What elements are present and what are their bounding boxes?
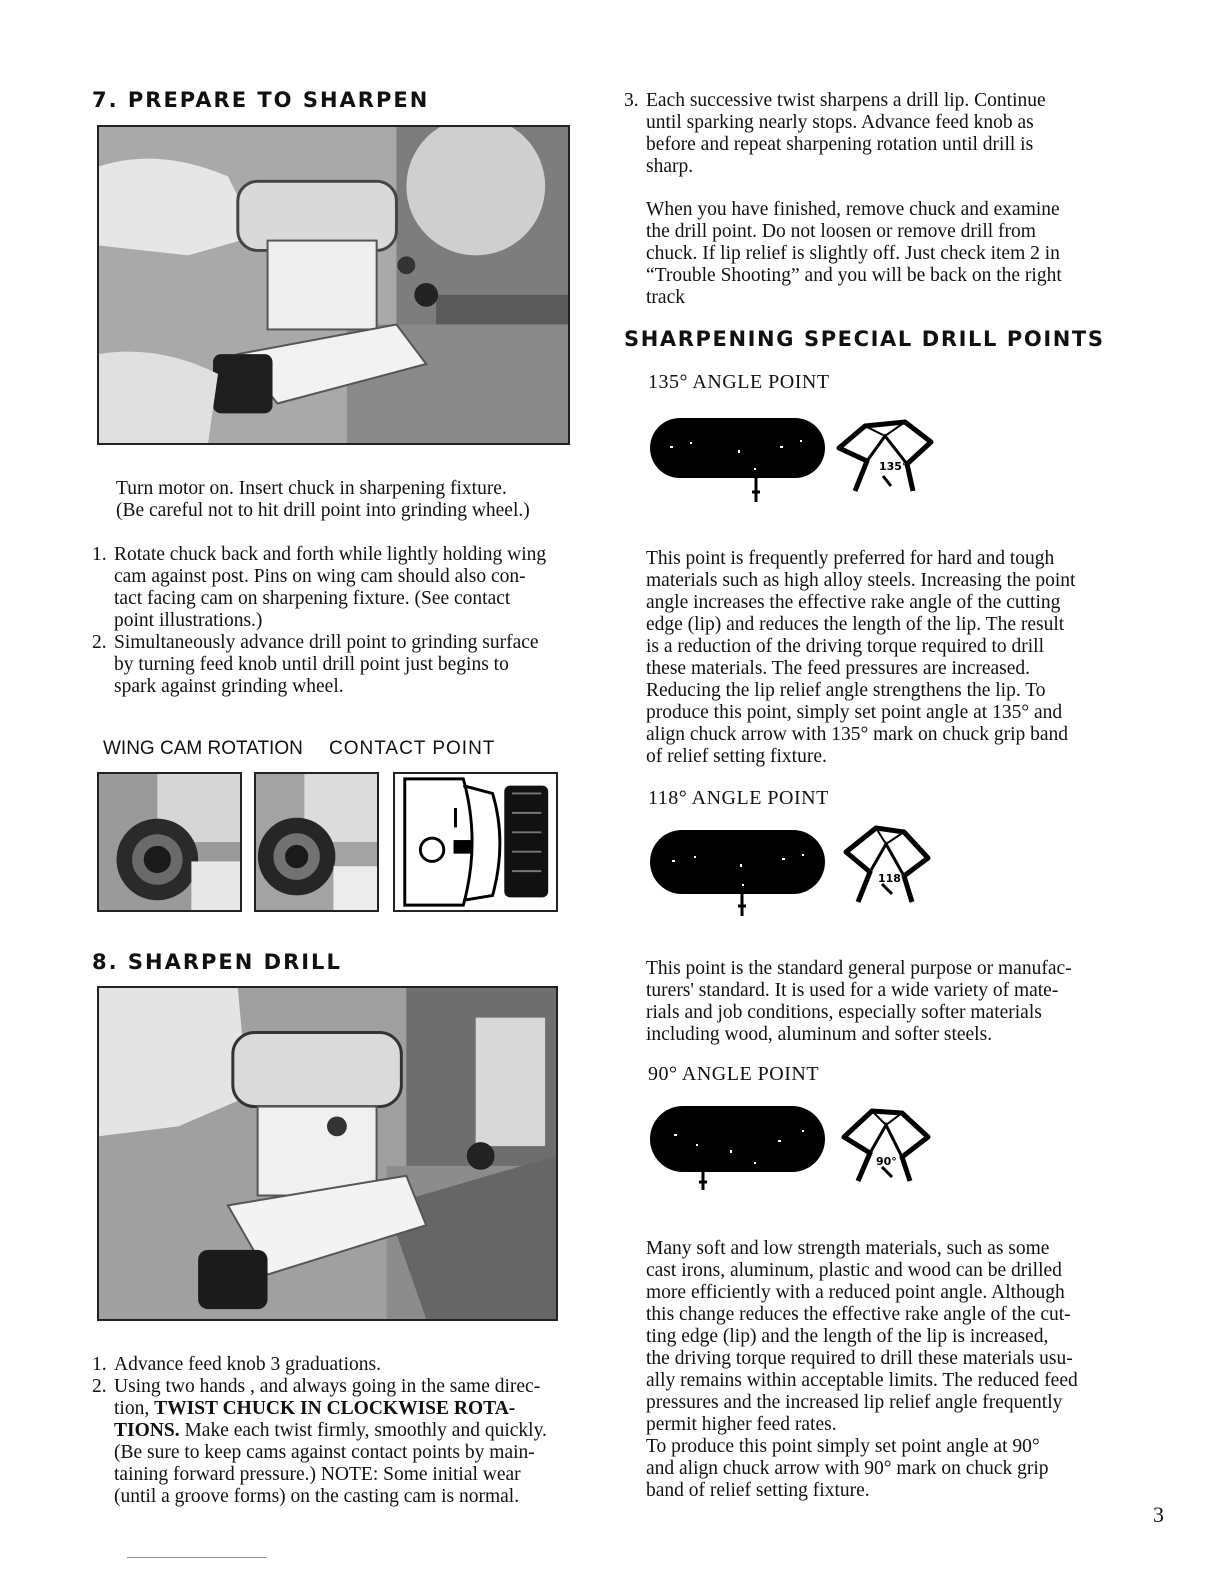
list-item: 2. Simultaneously advance drill point to grinding surface by turning feed knob until drill point just begins to spark against grinding wheel. (92, 632, 539, 697)
caption-contact-point: CONTACT POINT (329, 738, 496, 759)
section-7-steps (92, 544, 592, 698)
page-number: 3 (1153, 1502, 1164, 1527)
wing-cam-photo-1 (97, 772, 242, 912)
angle-118-label: 118 (878, 872, 901, 885)
footnote-rule (127, 1557, 267, 1558)
special-points-heading: SHARPENING SPECIAL DRILL POINTS (624, 327, 1105, 351)
sharpen-photo (97, 986, 558, 1321)
drill-bit-90-icon (650, 1104, 825, 1194)
angle-135-title: 135° ANGLE POINT (648, 371, 830, 393)
point-angle-135-diagram (835, 416, 935, 496)
angle-118-title: 118° ANGLE POINT (648, 787, 829, 809)
angle-135-description: This point is frequently preferred for hard and tough materials such as high alloy steels. Increasing the point angle increases the effective rake angle of the cutting edge (lip) and reduces the length of the lip. The result is a reduction of the driving torque required to drill these materials. The feed pressures are increased. Reducing the lip relief angle strengthens the lip. To produce this point, simply set point angle at 135° and align chuck arrow with 135° mark on chuck grip band of relief setting fixture. (646, 548, 1076, 767)
angle-135-label: 135° (879, 460, 908, 473)
step-3: 3. Each successive twist sharpens a drill lip. Continue until sparking nearly stops. Advance feed knob as before and repeat sharpening rotation until drill is sharp. (624, 90, 1046, 177)
angle-90-title: 90° ANGLE POINT (648, 1063, 820, 1085)
angle-90-description: Many soft and low strength materials, such as some cast irons, aluminum, plastic and wood can be drilled more efficiently with a reduced point angle. Although this change reduces the effective rake angle of the cut- ting edge (lip) and the length of the lip is increased, the driving torque required to drill these materials usu- ally remains within acceptable limits. The reduced feed pressures and the increased lip relief angle frequently permit higher feed rates. To produce this point simply set point angle at 90° and align chuck arrow with 90° mark on chuck grip band of relief setting fixture. (646, 1238, 1078, 1501)
point-angle-118-diagram (842, 822, 932, 906)
list-item: 1. Advance feed knob 3 graduations. (92, 1354, 381, 1375)
section-8-heading: 8. SHARPEN DRILL (92, 950, 342, 974)
drill-bit-118-icon (650, 828, 825, 918)
section-7-heading: 7. PREPARE TO SHARPEN (92, 88, 430, 112)
list-item: 1. Rotate chuck back and forth while lightly holding wing cam against post. Pins on wing cam should also con- tact facing cam on sharpening fixture. (See contact point illustrations.) (92, 544, 547, 631)
wing-cam-photo-2 (254, 772, 379, 912)
section-7-intro: Turn motor on. Insert chuck in sharpening fixture. (Be careful not to hit drill point into grinding wheel.) (116, 478, 530, 521)
point-angle-90-diagram (840, 1105, 932, 1185)
angle-118-description: This point is the standard general purpose or manufac- turers' standard. It is used for a wide variety of mate- rials and job conditions, especially softer materials including wood, aluminum and softer steels. (646, 958, 1072, 1045)
list-item: 2. Using two hands , and always going in the same direc- tion, TWIST CHUCK IN CLOCKWISE ROTA- TIONS. Make each twist firmly, smoothly and quickly. (Be sure to keep cams against contact points by main- taining forward pressure.) NOTE: Some initial wear (until a groove forms) on the casting cam is normal. (92, 1376, 547, 1507)
prepare-photo (97, 125, 570, 445)
contact-point-diagram (393, 772, 558, 912)
caption-wing-cam: WING CAM ROTATION (103, 738, 303, 759)
finished-paragraph: When you have finished, remove chuck and examine the drill point. Do not loosen or remove drill from chuck. If lip relief is slightly off. Just check item 2 in “Trouble Shooting” and you will be back on the right track (646, 199, 1062, 308)
angle-90-label: 90° (876, 1155, 897, 1168)
section-8-steps (92, 1354, 597, 1508)
drill-bit-135-icon (650, 416, 825, 504)
